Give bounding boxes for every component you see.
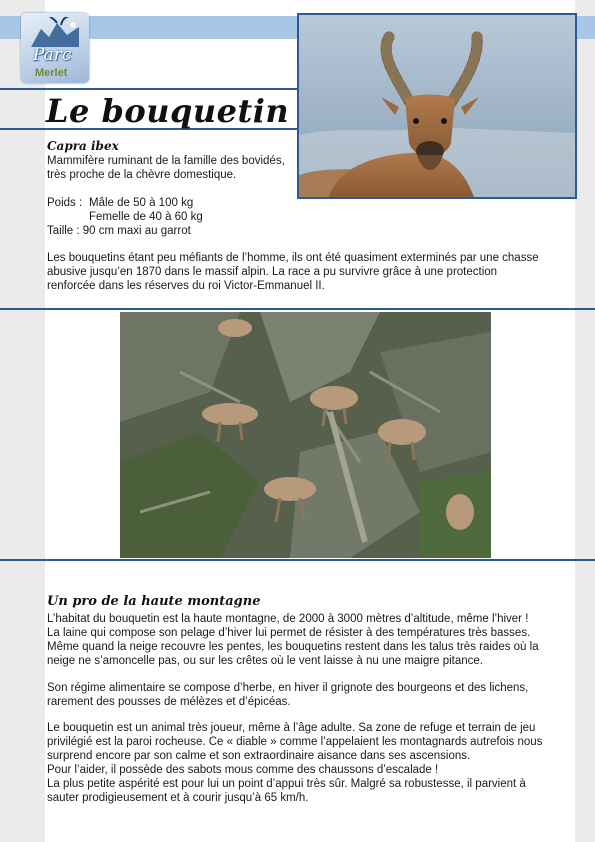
behavior-line-5: La plus petite aspérité est pour lui un point d’appui très sûr. Malgré sa robustesse, il parvient à [47, 778, 526, 790]
right-margin [575, 0, 595, 842]
behavior-line-4: Pour l’aider, il possède des sabots mous comme des chaussons d’escalade ! [47, 764, 439, 776]
park-logo [21, 13, 89, 83]
habitat-line-3: Même quand la neige recouvre les pentes, les bouquetins restent dans les talus très raides où la [47, 641, 539, 653]
ibex-portrait-photo [297, 13, 577, 199]
behavior-line-1: Le bouquetin est un animal très joueur, même à l’âge adulte. Sa zone de refuge et terrain de jeu [47, 722, 536, 734]
behavior-line-2: privilégié est la paroi rocheuse. Ce « diable » comme l’appelaient les montagnards autrefois nous [47, 736, 543, 748]
intro-line-2: très proche de la chèvre domestique. [47, 169, 237, 181]
logo-text-parc: Parc [33, 45, 72, 65]
behavior-line-3: surprend encore par son calme et son extraordinaire aisance dans ses ascensions. [47, 750, 471, 762]
left-margin [0, 0, 45, 842]
weight-label: Poids : [47, 197, 83, 209]
habitat-line-1: L’habitat du bouquetin est la haute montagne, de 2000 à 3000 mètres d’altitude, même l’hiver ! [47, 613, 529, 625]
history-line-3: renforcée dans les réserves du roi Victor-Emmanuel II. [47, 280, 325, 292]
behavior-line-6: sauter prodigieusement et à courir jusqu’à 65 km/h. [47, 792, 309, 804]
history-line-2: abusive jusqu’en 1870 dans le massif alpin. La race a pu survivre grâce à une protection [47, 266, 498, 278]
section-rule-top [0, 308, 595, 310]
history-line-1: Les bouquetins étant peu méfiants de l’homme, ils ont été quasiment exterminés par une chasse [47, 252, 539, 264]
logo-text-merlet: Merlet [35, 67, 68, 79]
diet-line-1: Son régime alimentaire se compose d’herbe, en hiver il grignote des bourgeons et des lichens, [47, 682, 529, 694]
weight-female: Femelle de 40 à 60 kg [89, 211, 203, 223]
section-heading: Un pro de la haute montagne [47, 594, 261, 609]
ibex-herd-illustration [120, 312, 491, 558]
section-rule-bottom [0, 559, 595, 561]
weight-male: Mâle de 50 à 100 kg [89, 197, 194, 209]
habitat-line-4: neige ne s’amoncelle pas, ou sur les crêtes où le vent laisse à nu une maigre pitance. [47, 655, 483, 667]
species-name: Capra ibex [47, 139, 119, 153]
ibex-portrait-illustration [299, 15, 575, 197]
page-title: Le bouquetin [46, 92, 290, 130]
diet-line-2: rarement des pousses de mélèzes et d’épicéas. [47, 696, 291, 708]
height-info: Taille : 90 cm maxi au garrot [47, 225, 191, 237]
header-rule-top [0, 88, 297, 90]
ibex-herd-photo [120, 312, 491, 558]
habitat-line-2: La laine qui compose son pelage d’hiver lui permet de résister à des températures très basses. [47, 627, 531, 639]
intro-line-1: Mammifère ruminant de la famille des bovidés, [47, 155, 285, 167]
